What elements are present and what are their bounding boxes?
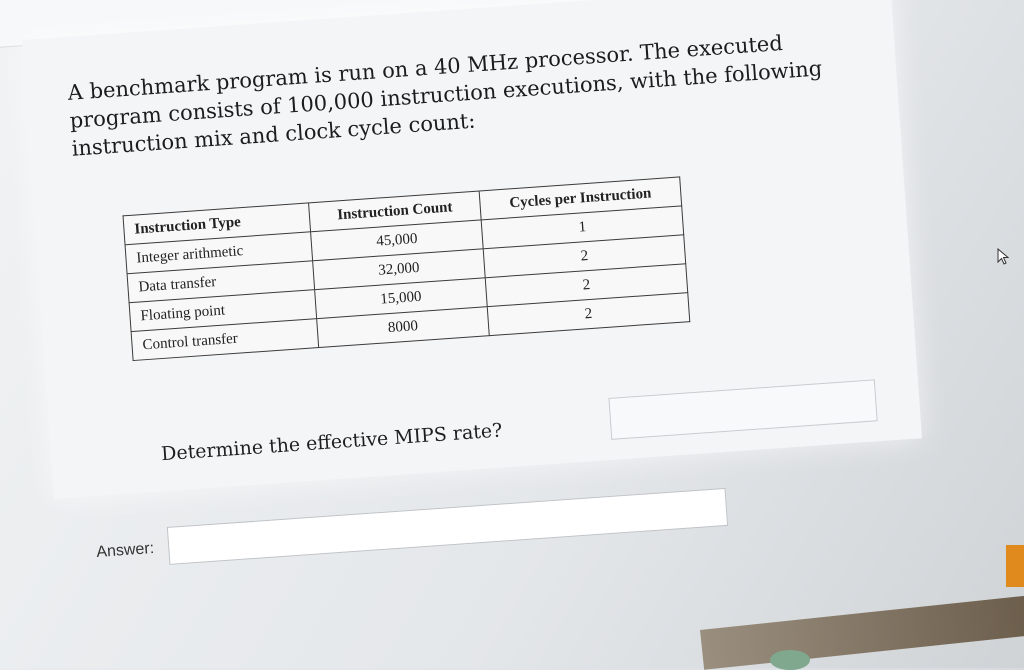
header-cycles-per-instruction: Cycles per Instruction xyxy=(479,177,682,220)
cell-count: 15,000 xyxy=(315,278,488,319)
cell-cpi: 2 xyxy=(485,264,688,307)
prompt-box xyxy=(608,379,877,440)
desk-surface xyxy=(700,594,1024,669)
answer-label: Answer: xyxy=(95,539,155,561)
instruction-mix-table xyxy=(122,176,690,361)
cell-cpi: 2 xyxy=(487,293,690,336)
cell-type: Data transfer xyxy=(127,261,315,303)
cell-count: 45,000 xyxy=(311,220,484,261)
cell-type: Floating point xyxy=(129,290,317,332)
header-instruction-type: Instruction Type xyxy=(123,203,311,245)
cell-cpi: 2 xyxy=(483,235,686,278)
header-instruction-count: Instruction Count xyxy=(309,191,482,232)
cell-count: 32,000 xyxy=(313,249,486,290)
question-prompt: Determine the effective MIPS rate? xyxy=(160,419,504,466)
mouse-pointer-icon xyxy=(997,248,1011,266)
desk-object xyxy=(770,650,810,670)
cell-cpi: 1 xyxy=(481,206,684,249)
answer-input[interactable] xyxy=(167,488,728,565)
question-text: A benchmark program is run on a 40 MHz processor. The executed program consists of 100,000 instruction executions, with the following instruction mix and clock cycle count: xyxy=(66,30,823,161)
question-panel xyxy=(22,0,922,499)
side-tab[interactable] xyxy=(1006,545,1024,587)
cell-count: 8000 xyxy=(317,307,490,348)
cell-type: Control transfer xyxy=(131,319,319,361)
cell-type: Integer arithmetic xyxy=(125,232,313,274)
